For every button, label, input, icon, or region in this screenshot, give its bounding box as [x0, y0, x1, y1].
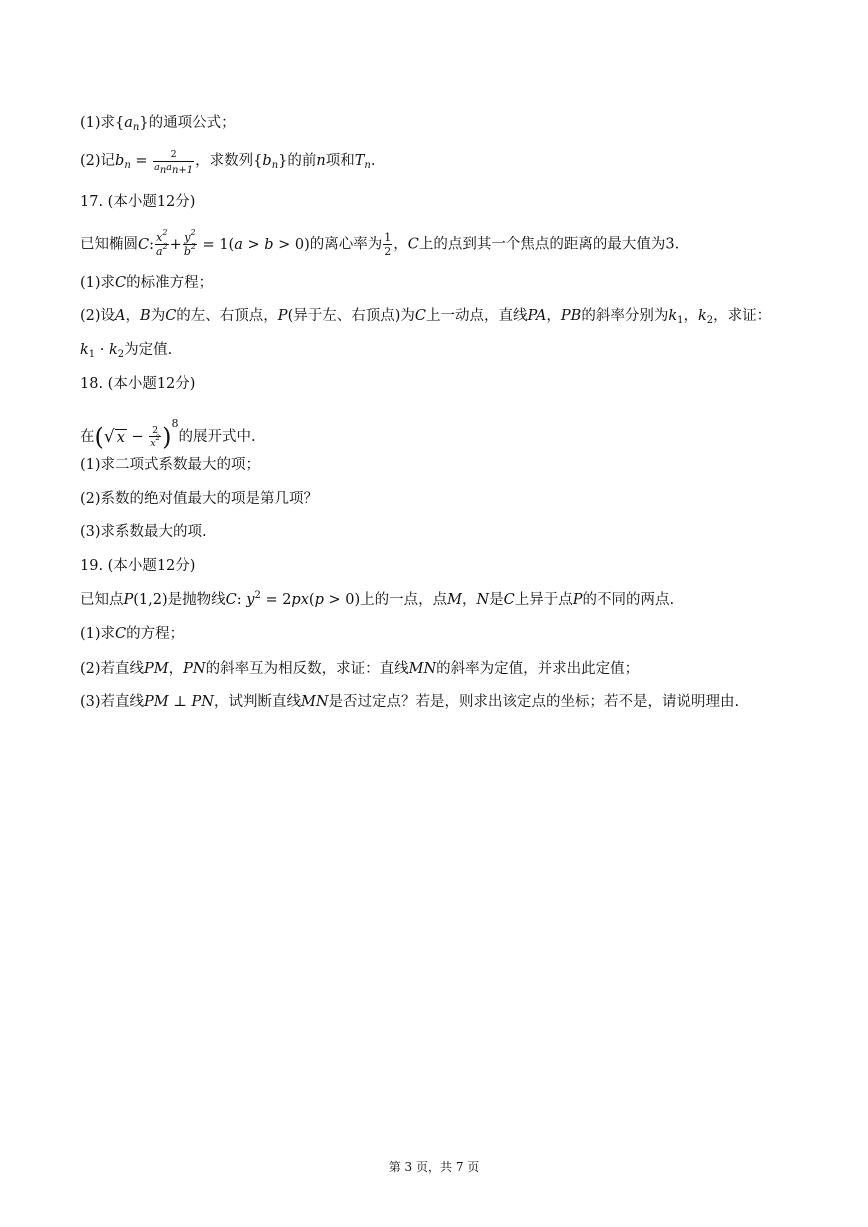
- text: ，: [546, 308, 561, 324]
- math-PM: PM: [144, 661, 169, 677]
- q17-part2-line2: [80, 340, 172, 360]
- math-PM-perp-PN: PM ⊥ PN: [144, 694, 214, 710]
- math-b-n: $b_n$: [262, 153, 279, 171]
- q17-part2: [80, 306, 771, 326]
- q19-part3: [80, 692, 739, 712]
- text: 的斜率为定值，并求出此定值；: [436, 661, 640, 677]
- math-a-n: $a_n$: [124, 115, 140, 133]
- math-P: P: [572, 592, 583, 608]
- text: 的离心率为: [309, 236, 383, 253]
- text: 上的点到其一个焦点的距离的最大值为3.: [418, 236, 680, 253]
- text: (3)若直线: [80, 694, 145, 710]
- math-MN: MN: [300, 694, 329, 710]
- math-C: C: [414, 308, 426, 324]
- text: (异于左、右顶点)为: [287, 308, 415, 324]
- page-footer: 第 3 页，共 7 页: [388, 1160, 480, 1174]
- math-MN: MN: [408, 661, 437, 677]
- text: 的方程；: [126, 626, 185, 642]
- q19-part1: [80, 624, 184, 644]
- text: ，: [461, 592, 477, 608]
- math-k2: $k_2$: [698, 308, 714, 326]
- text: 上一动点，直线: [426, 308, 528, 324]
- math-P-point: P(1,2): [123, 592, 168, 608]
- text: 是否过定点？若是，则求出该定点的坐标；若不是，请说明理由.: [328, 694, 740, 710]
- q18-part1: (1)求二项式系数最大的项；: [80, 457, 261, 473]
- text: ，求证：: [713, 308, 772, 324]
- text: 上的一点，点: [360, 592, 448, 608]
- math-bn-def: $b_n$ = $\frac{2}{a_na_{n+1}}$: [115, 149, 194, 176]
- math-half: $\frac{1}{2}$: [384, 231, 392, 258]
- q17-part1: [80, 273, 213, 293]
- text: }的通项公式；: [139, 115, 236, 131]
- math-ellipse: C: $\frac{x^2}{a^2}$ + $\frac{y^2}{b^2}$ = 1(a > b > 0): [138, 228, 310, 258]
- text: 上异于点: [514, 592, 573, 608]
- text: 的标准方程；: [126, 275, 214, 291]
- math-N: N: [476, 592, 490, 608]
- math-PN: PN: [183, 661, 206, 677]
- q19-part2: [80, 659, 639, 679]
- text: ，: [168, 661, 184, 677]
- math-A: A: [115, 308, 126, 324]
- text: 的斜率互为相反数，求证：直线: [205, 661, 409, 677]
- math-C: C: [115, 626, 127, 642]
- q18-header: 18. (本小题12分): [80, 376, 196, 392]
- q18-stem: [80, 414, 256, 449]
- text: ，: [683, 308, 698, 324]
- math-C: C: [503, 592, 515, 608]
- math-C: C: [407, 236, 419, 253]
- text: ，: [393, 236, 408, 253]
- text: 已知椭圆: [80, 236, 138, 253]
- math-M: M: [447, 592, 462, 608]
- math-n: n: [316, 153, 326, 169]
- q18-part3: (3)求系数最大的项.: [80, 524, 207, 540]
- text: (2)记: [80, 153, 116, 169]
- math-T-n: $T_n$: [354, 153, 371, 171]
- math-PA: PA: [527, 308, 547, 324]
- text: 的展开式中.: [178, 429, 256, 445]
- text: (2)若直线: [80, 661, 145, 677]
- q18-part2: (2)系数的绝对值最大的项是第几项？: [80, 491, 319, 507]
- text: (1)求: [80, 275, 116, 291]
- text: ，试判断直线: [213, 694, 301, 710]
- math-C: C: [115, 275, 127, 291]
- math-k1k2: $k_1 \cdot k_2$: [80, 342, 125, 360]
- text: 的斜率分别为: [581, 308, 669, 324]
- text: 是: [489, 592, 504, 608]
- text: (1)求{: [80, 115, 125, 131]
- text: 已知点: [80, 592, 124, 608]
- text: 在: [80, 429, 95, 445]
- q17-header: 17. (本小题12分): [80, 194, 196, 210]
- text: ，: [125, 308, 141, 324]
- math-PB: PB: [560, 308, 582, 324]
- math-P: P: [277, 308, 288, 324]
- q16-part1: [80, 113, 236, 133]
- text: }的前: [278, 153, 317, 169]
- text: .: [370, 153, 376, 169]
- text: 的不同的两点.: [582, 592, 675, 608]
- text: (1)求: [80, 626, 116, 642]
- text: 是抛物线: [167, 592, 226, 608]
- math-B: B: [140, 308, 151, 324]
- math-C: C: [165, 308, 177, 324]
- text: ，求数列{: [195, 153, 263, 169]
- math-parabola: C: $y^2 = 2px(p > 0)$: [225, 590, 361, 608]
- text: 为定值.: [124, 342, 173, 358]
- q16-part2: [80, 149, 376, 176]
- q17-stem: [80, 228, 680, 258]
- text: 为: [150, 308, 166, 324]
- q19-stem: [80, 590, 674, 610]
- math-k1: $k_1$: [668, 308, 684, 326]
- q19-header: 19. (本小题12分): [80, 558, 196, 574]
- text: 项和: [325, 153, 355, 169]
- text: (2)设: [80, 308, 116, 324]
- math-binomial: (√ x − $\frac{2}{x^2}$ )$^8$: [94, 417, 179, 451]
- text: 的左、右顶点，: [176, 308, 278, 324]
